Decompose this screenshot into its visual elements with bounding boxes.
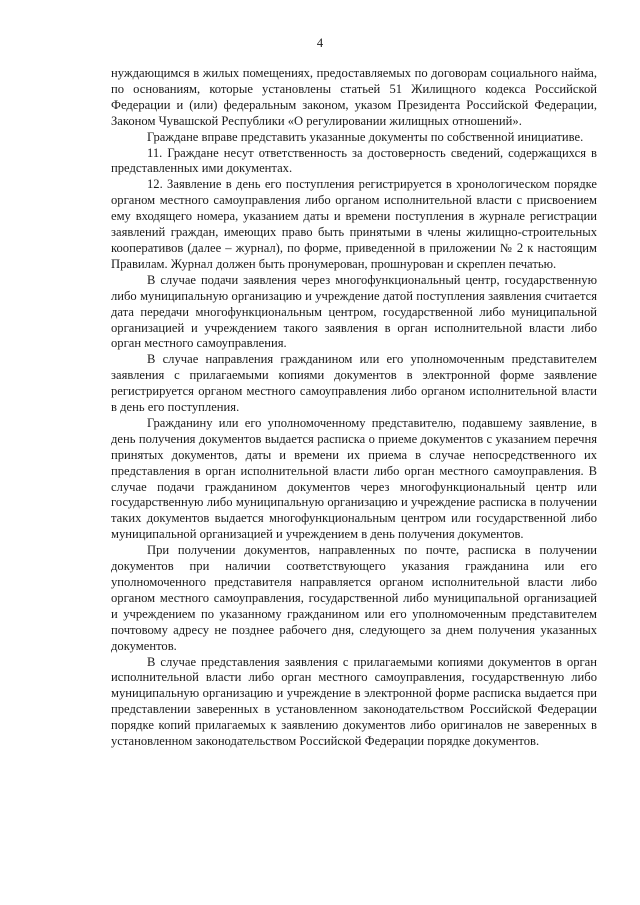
paragraph-continuation: нуждающимся в жилых помещениях, предоставляемых по договорам социального найма, по основаниям, которые установлены статьей 51 Жилищного кодекса Российской Федерации и (или) федеральным законом, указом Президента Российской Федерации, Законом Чувашской Республики «О регулировании жилищных отношений».	[111, 66, 597, 128]
paragraph-electronic-receipt: В случае представления заявления с прилагаемыми копиями документов в орган исполнительной власти либо орган местного самоуправления, государственную либо муниципальную организацию и учреждение в электронной форме расписка выдается при представлении заверенных в установленном законодательством Российской Федерации порядке копий прилагаемых к заявлению документов либо оригиналов не заверенных в установленном законодательством Российской Федерации порядке документов.	[111, 654, 597, 749]
page-number: 4	[316, 36, 324, 50]
paragraph-mfc-submission: В случае подачи заявления через многофункциональный центр, государственную либо муниципальную организацию и учреждение датой поступления заявления считается дата передачи многофункциональным центром, государственной либо муниципальной организацией и учреждением такого заявления в орган исполнительной власти либо орган местного самоуправления.	[111, 272, 597, 351]
paragraph-electronic-submission: В случае направления гражданином или его уполномоченным представителем заявления с прилагаемыми копиями документов в электронной форме заявление регистрируется органом местного самоуправления либо органом исполнительной власти в день его поступления.	[111, 352, 597, 415]
paragraph-receipt-issuance: Гражданину или его уполномоченному представителю, подавшему заявление, в день получения документов выдается расписка о приеме документов с указанием перечня принятых документов, даты и времени их приема в случае непосредственного их представления в орган исполнительной власти либо орган местного самоуправления. В случае подачи гражданином документов через многофункциональный центр или государственную либо муниципальную организацию и учреждение расписка в получении таких документов выдается многофункциональным центром или государственной либо муниципальной организацией и учреждением в день получения документов.	[111, 415, 597, 542]
document-body	[111, 66, 597, 750]
paragraph-item-11: 11. Граждане несут ответственность за достоверность сведений, содержащихся в представленных ими документах.	[111, 145, 597, 176]
paragraph-postal-receipt: При получении документов, направленных по почте, расписка в получении документов при наличии соответствующего указания гражданина или его уполномоченного представителя направляется органом исполнительной власти либо органом местного самоуправления, государственной либо муниципальной организацией и учреждением по указанному гражданином или его уполномоченным представителем почтовому адресу не позднее рабочего дня, следующего за днем получения указанных документов.	[111, 543, 597, 653]
paragraph-own-initiative: Граждане вправе представить указанные документы по собственной инициативе.	[147, 129, 584, 144]
paragraph-item-12: 12. Заявление в день его поступления регистрируется в хронологическом порядке органом местного самоуправления либо органом исполнительной власти с присвоением ему входящего номера, указанием даты и времени поступления в журнале регистрации заявлений граждан, имеющих право быть принятыми в члены жилищно-строительных кооперативов (далее – журнал), по форме, приведенной в приложении № 2 к настоящим Правилам. Журнал должен быть пронумерован, прошнурован и скреплен печатью.	[111, 177, 597, 271]
